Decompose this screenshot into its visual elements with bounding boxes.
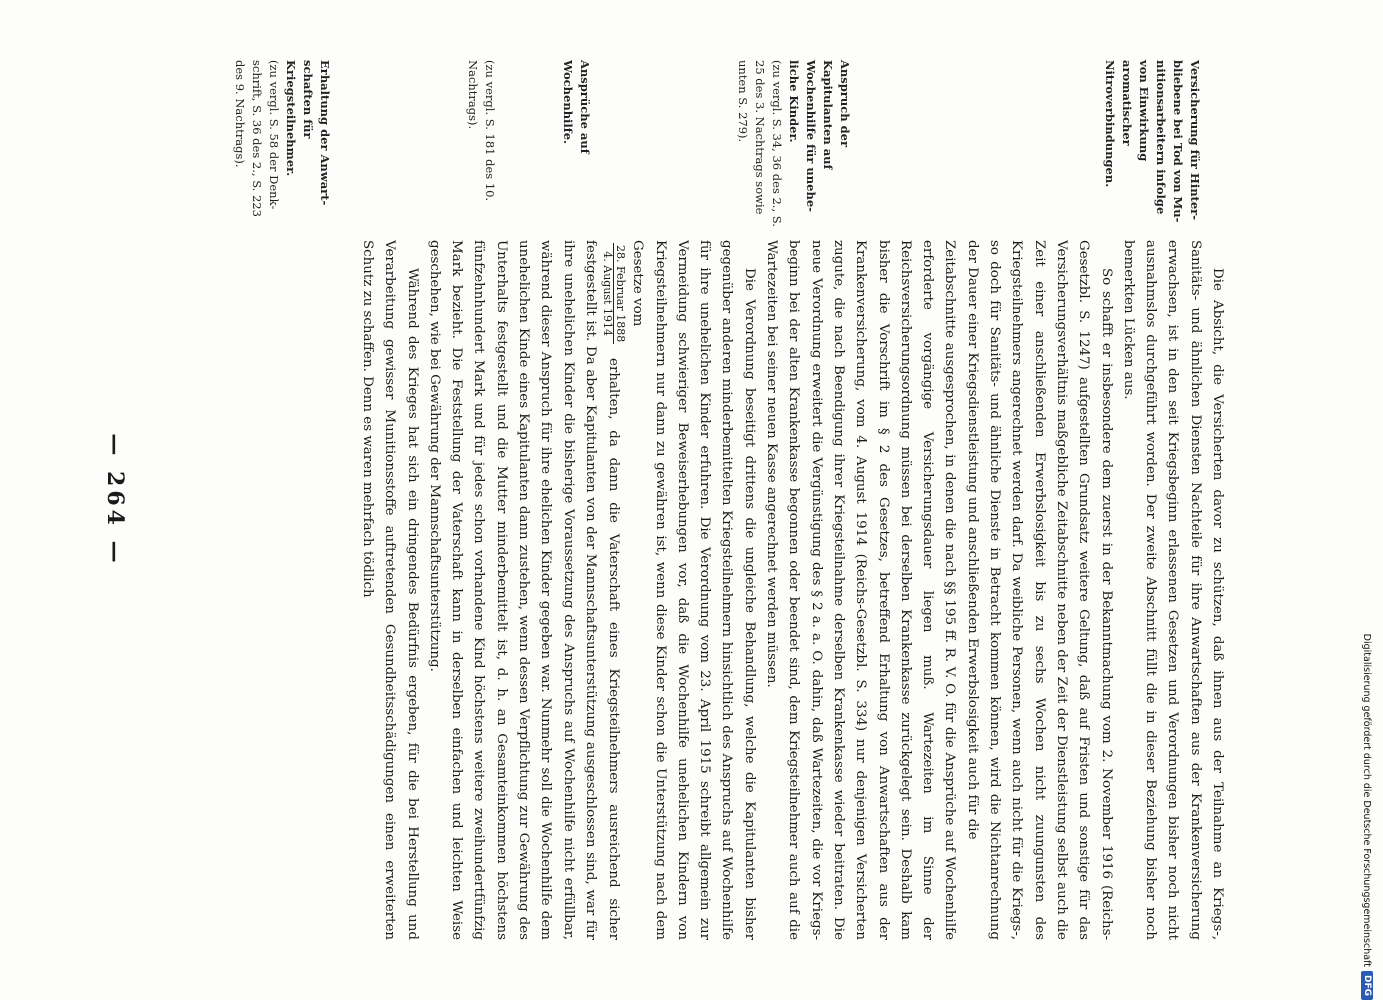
paragraph: Während des Krieges hat sich ein dringendes Bedürfnis ergeben, für die bei Herstellung und Verarbeitung gewisser Munitionsstoffe auftretenden Gesundheitsschädigungen einen erweiterten Schutz zu schaffen. Denn es waren mehrfach tödlich: [360, 240, 420, 940]
digitization-credit: [1356, 0, 1378, 1000]
paragraph: Die Verordnung beseitigt drittens die ungleiche Behandlung, welche die Kapitulanten bisher gegenüber anderen minderbemittelten Kriegsteilnehmern hinsichtlich des Anspruchs auf Wochenhilfe für ihre unehelichen Kinder erfuhren. Die Verordnung vom 23. April 1915 schreibt allgemein zur Vermeidung schwieriger Beweiserhebungen vor, daß die Wochenhilfe unehelichen Kindern von Kriegsteilnehmern nur dann zu gewähren ist, wenn diese Kinder schon die Unterstützung nach dem Gesetze vom: [630, 240, 757, 940]
page-number: — 264 —: [102, 433, 128, 567]
margin-note-title: Anspruch der Kapitulanten auf Wochenhilfe für uneheliche Kinder.: [787, 60, 852, 212]
paragraph: Die Absicht, die Versicherten davor zu schützen, daß ihnen aus der Teilnahme an Kriegs-, Sanitäts- und ähnlichen Diensten Nachteile für ihre Anwartschaften aus der Krankenversicherung erwachsen, ist in den seit Kriegsbeginn erlassenen Gesetzen und Verordnungen bisher noch nicht ausnahmslos durchgeführt worden. Der zweite Abschnitt füllt die in dieser Beziehung bisher noch bemerkten Lücken aus.: [1120, 240, 1225, 940]
margin-note-kapitulanten: [734, 60, 853, 230]
fraction-denominator: 4. August 1914: [600, 251, 614, 336]
paragraph-text: erhalten, da dann die Vaterschaft eines Kriegsteilnehmers ausreichend sicher festgestellt ist. Da aber Kapitulanten von der Mannschaftsunterstützung ausgeschlossen sind, war für ihre unehelichen Kinder die bisherige Voraussetzung des Anspruchs auf Wochenhilfe nicht erfüllbar, während dieser Anspruch für ihre ehelichen Kinder gegeben war. Nunmehr soll die Wochenhilfe dem unehelichen Kinde eines Kapitulanten dann zustehen, wenn dessen Verpflichtung zur Gewährung des Unterhalts festgestellt und die Mutter minderbemittelt ist, d. h. an Gesamteinkommen höchstens fünfzehnhundert Mark und für jedes schon vorhandene Kind höchstens weitere zweihundertfünfzig Mark bezieht. Die Feststellung der Vaterschaft kann in derselben einfachen und leichten Weise geschehen, wie bei Gewährung der Mannschaftsunterstützung.: [426, 240, 621, 940]
margin-note-title: Erhaltung der Anwartschaften für Kriegsteilnehmer.: [284, 60, 332, 206]
margin-note-reference: (zu vergl. S. 181 des 10. Nachtrags).: [466, 60, 497, 202]
margin-note-wochenhilfe: [559, 60, 593, 230]
margin-note-anwartschaften: [231, 60, 333, 230]
margin-note-reference: (zu vergl. S. 58 der Denkschrift, S. 36 des 2., S. 223 des 9. Nachtrags).: [233, 60, 281, 217]
credit-text: Digitalisierung gefördert durch die Deutsche Forschungsgemeinschaft: [1361, 633, 1373, 967]
fraction-numerator: 28. Februar 1888: [613, 245, 627, 343]
margin-note-reference: (zu vergl. S. 34, 36 des 2., S. 25 des 3. Nachtrags sowie unten S. 279).: [736, 60, 784, 227]
margin-note-nachtrag-10: [464, 60, 498, 230]
date-fraction: [601, 243, 626, 344]
credit-strip: [1356, 0, 1378, 1000]
paragraph: So schafft er insbesondere dem zuerst in der Bekanntmachung vom 2. November 1916 (Reichs-Gesetzbl. S. 1247) aufgestellten Grundsatz weitere Geltung, daß auf Fristen und sonstige für das Versicherungsverhältnis maßgebliche Zeitabschnitte neben der Zeit der Dienstleistung selbst auch die Zeit einer anschließenden Erwerbslosigkeit bis zu sechs Wochen nicht zuungunsten des Kriegsteilnehmers angerechnet werden darf. Da weibliche Personen, wenn auch nicht für die Kriegs-, so doch für Sanitäts- und ähnliche Dienste in Betracht kommen können, wird die Nichtanrechnung der Dauer einer Kriegsdienstleistung und anschließenden Erwerbslosigkeit auch für die: [964, 240, 1114, 940]
main-text-column: [148, 240, 1228, 940]
margin-note-hinterbliebene: [1101, 60, 1203, 230]
paragraph-with-fraction: [423, 240, 626, 940]
margin-note-title: Versicherung für Hinterbliebene bei Tod von Munitionsarbeitern infolge von Einwirkung aromatischer Nitroverbindungen.: [1103, 60, 1202, 223]
dfg-logo: DFG: [1361, 971, 1373, 1000]
paragraph: Zeitabschnitte ausgesprochen, in denen die nach §§ 195 ff. R. V. O. für die Ansprüche auf Wochenhilfe erforderte vorgängige Versicherungsdauer liegen muß. Wartezeiten im Sinne der Reichsversicherungsordnung müssen bei derselben Krankenkasse zurückgelegt sein. Deshalb kam bisher die Vorschrift im § 2 des Gesetzes, betreffend Erhaltung von Anwartschaften aus der Krankenversicherung, vom 4. August 1914 (Reichs-Gesetzbl. S. 334) nur denjenigen Versicherten zugute, die nach Beendigung ihrer Kriegsteilnahme derselben Krankenkasse wieder beitraten. Die neue Verordnung erweitert die Vergünstigung des § 2 a. a. O. dahin, daß Wartezeiten, die vor Kriegsbeginn bei der alten Krankenkasse begonnen oder beendet sind, dem Kriegsteilnehmer auch auf die Wartezeiten bei seiner neuen Kasse angerechnet werden müssen.: [764, 240, 958, 940]
margin-note-title: Ansprüche auf Wochenhilfe.: [561, 60, 592, 154]
